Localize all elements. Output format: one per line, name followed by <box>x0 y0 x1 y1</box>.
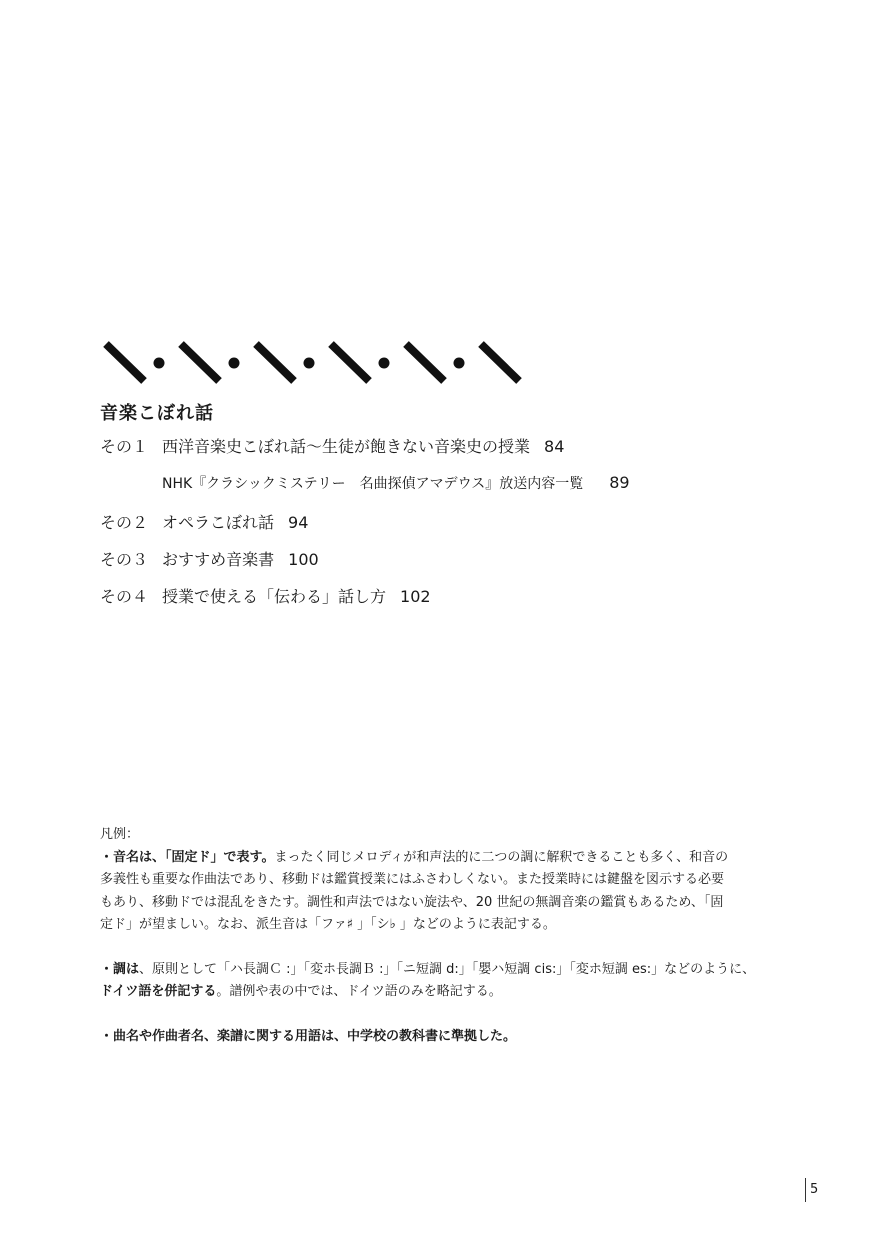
toc-entry-1 <box>100 434 564 457</box>
toc-entry-page: 100 <box>288 550 319 569</box>
slash-mark <box>256 344 294 381</box>
dot-mark <box>154 358 165 369</box>
dot-mark <box>229 358 240 369</box>
legend-note-terms <box>100 1026 800 1049</box>
dot-mark <box>304 358 315 369</box>
toc-entry-page: 102 <box>400 587 431 606</box>
legend-note-text: 。譜例や表の中では、ドイツ語のみを略記する。 <box>216 984 502 999</box>
slash-mark <box>106 344 144 381</box>
toc-entry-2 <box>100 510 308 533</box>
legend-note-text: 多義性も重要な作曲法であり、移動ドは鑑賞授業にはふさわしくない。また授業時には鍵盤を図示する必要 <box>100 872 725 887</box>
toc-entry-title: オペラこぼれ話 <box>162 513 275 532</box>
folio-rule <box>805 1178 806 1202</box>
legend-note-bold: ・曲名や作曲者名、楽譜に関する用語は、中学校の教科書に準拠した。 <box>100 1028 517 1044</box>
legend-note-text: 、原則として「ハ長調Ｃ :」「変ホ長調Ｂ :」「ニ短調 d:」「嬰ハ短調 cis:」「変ホ短調 es:」などのように、 <box>139 961 756 977</box>
legend-note-text: 定ド」が望ましい。なお、派生音は「ファ♯ 」「シ♭ 」などのように表記する。 <box>100 917 556 932</box>
toc-subentry-nhk <box>162 473 630 493</box>
toc-entry-title: 西洋音楽史こぼれ話〜生徒が飽きない音楽史の授業 <box>162 437 531 456</box>
legend-note-bold: ・音名は、「固定ド」で表す。 <box>100 849 275 865</box>
slash-mark <box>481 344 519 381</box>
legend-heading: 凡例： <box>100 827 140 842</box>
legend-note-keys <box>100 959 800 1004</box>
toc-entry-title: 授業で使える「伝わる」話し方 <box>162 587 387 606</box>
toc-entry-title: おすすめ音楽書 <box>162 550 275 569</box>
legend-note-bold: ドイツ語を併記する <box>100 984 217 999</box>
toc-entry-label: その４ <box>100 587 149 606</box>
slash-mark <box>181 344 219 381</box>
slash-mark <box>331 344 369 381</box>
toc-entry-label: その２ <box>100 513 149 532</box>
legend-note-text: まったく同じメロディが和声法的に二つの調に解釈できることも多く、和音の <box>274 849 729 865</box>
legend-note-text: もあり、移動ドでは混乱をきたす。調性和声法ではない旋法や、20 世紀の無調音楽の鑑賞もあるため、「固 <box>100 894 724 910</box>
toc-entry-3 <box>100 547 319 570</box>
toc-subentry-page: 89 <box>609 473 630 492</box>
page-number: 5 <box>810 1182 819 1197</box>
decorative-slash-dot-motif <box>0 0 874 400</box>
legend-note-pitch-names <box>100 847 800 937</box>
dot-mark <box>454 358 465 369</box>
legend-note-bold: ・調は <box>100 961 140 977</box>
toc-entry-4 <box>100 584 431 607</box>
toc-entry-page: 84 <box>544 437 565 456</box>
section-title: 音楽こぼれ話 <box>100 403 214 424</box>
slash-mark <box>406 344 444 381</box>
toc-entry-page: 94 <box>288 513 309 532</box>
legend-notes <box>100 824 800 1048</box>
dot-mark <box>379 358 390 369</box>
toc-entry-label: その１ <box>100 437 149 456</box>
toc-entry-label: その３ <box>100 550 149 569</box>
toc-subentry-title: NHK『クラシックミステリー 名曲探偵アマデウス』放送内容一覧 <box>162 476 584 492</box>
